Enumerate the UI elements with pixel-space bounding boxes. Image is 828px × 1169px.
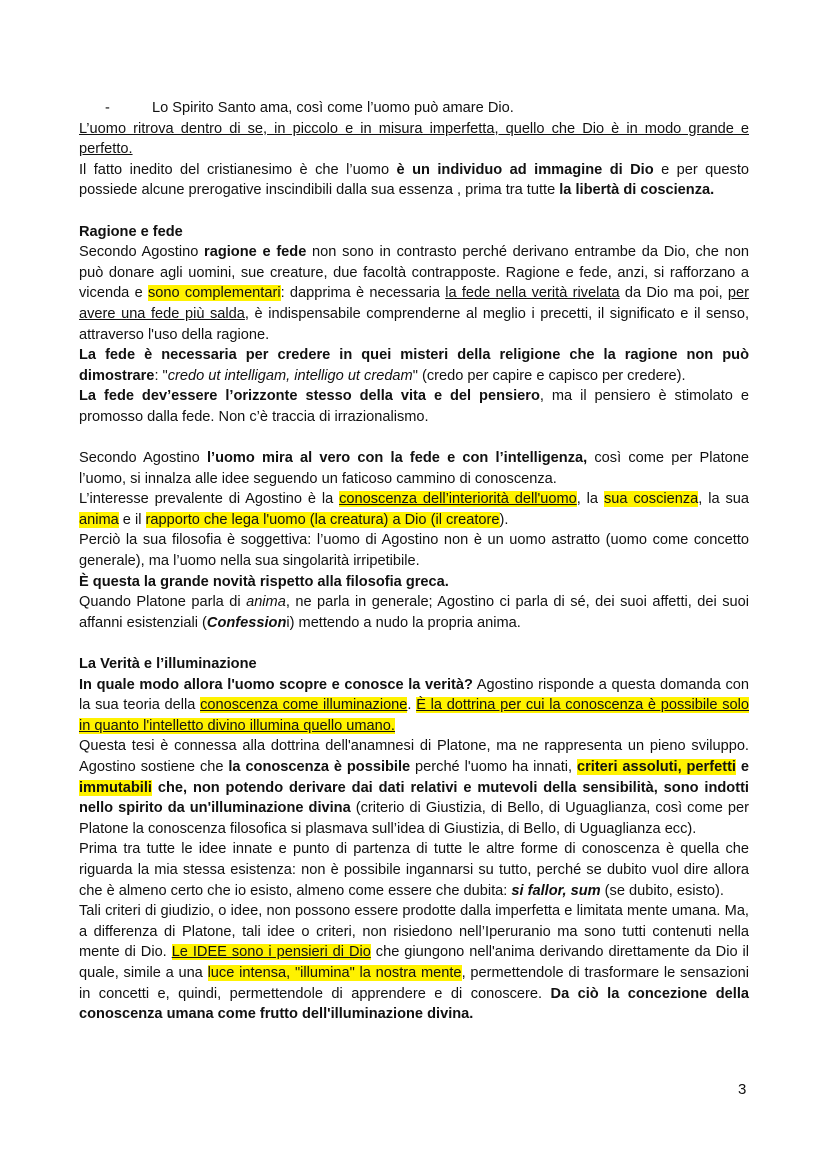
paragraph: La fede è necessaria per credere in quei misteri della religione che la ragione non può dimostrare: "credo ut intelligam, intelligo ut credam" (credo per capire e capisco per credere). xyxy=(79,347,749,384)
paragraph: Questa tesi è connessa alla dottrina dell'anamnesi di Platone, ma ne rappresenta un pieno sviluppo. Agostino sostiene che la conoscenza è possibile perché l'uomo ha innati, criteri assoluti, perfetti e immutabili che, non potendo derivare dai dati relativi e mutevoli della sensibilità, sono indotti nello spirito da un'illuminazione divina (criterio di Giustizia, di Bello, di Uguaglianza, così come per Platone la conoscenza filosofica si plasmava sull’idea di Giustizia, di Bello, di Uguaglianza ecc). xyxy=(79,738,749,837)
paragraph: Perciò la sua filosofia è soggettiva: l’uomo di Agostino non è un uomo astratto (uomo come concetto generale), ma l’uomo nella sua singolarità irripetibile. xyxy=(79,532,749,570)
paragraph: È questa la grande novità rispetto alla filosofia greca. xyxy=(79,573,449,590)
paragraph: Secondo Agostino l’uomo mira al vero con la fede e con l’intelligenza, così come per Platone l’uomo, si innalza alle idee seguendo un faticoso cammino di conoscenza. xyxy=(79,450,749,487)
bullet-dash: - xyxy=(105,100,110,116)
list-item-text: Lo Spirito Santo ama, così come l’uomo può amare Dio. xyxy=(152,100,514,116)
paragraph: Quando Platone parla di anima, ne parla in generale; Agostino ci parla di sé, dei suoi affetti, dei suoi affanni esistenziali (Confessioni) mettendo a nudo la propria anima. xyxy=(79,594,749,631)
paragraph: L’interesse prevalente di Agostino è la conoscenza dell’interiorità dell'uomo, la sua coscienza, la sua anima e il rapporto che lega l'uomo (la creatura) a Dio (il creatore). xyxy=(79,491,749,528)
section-heading: Ragione e fede xyxy=(79,223,183,240)
section-heading: La Verità e l’illuminazione xyxy=(79,656,257,673)
paragraph: Prima tra tutte le idee innate e punto di partenza di tutte le altre forme di conoscenza è quella che riguarda la mia stessa esistenza: non è possibile ingannarsi su tutto, perché se dubito vuol dire allora che è almeno certo che io esisto, almeno come essere che dubita: si fallor, sum (se dubito, esisto). xyxy=(79,841,749,899)
page-number: 3 xyxy=(738,1081,747,1098)
paragraph: La fede dev’essere l’orizzonte stesso della vita e del pensiero, ma il pensiero è stimolato e promosso dalla fede. Non c’è traccia di irrazionalismo. xyxy=(79,388,749,425)
paragraph: L’uomo ritrova dentro di se, in piccolo e in misura imperfetta, quello che Dio è in modo grande e perfetto. xyxy=(79,120,749,158)
document-body xyxy=(79,98,749,1025)
paragraph: Tali criteri di giudizio, o idee, non possono essere prodotte dalla imperfetta e limitata mente umana. Ma, a differenza di Platone, tali idee o criteri, non risiedono nell’Iperuranio ma sono tutti contenuti nella mente di Dio. Le IDEE sono i pensieri di Dio che giungono nell'anima derivando direttamente da Dio il quale, simile a una luce intensa, "illumina" la nostra mente, permettendole di trasformare le sensazioni in concetti e, quindi, permettendole di apprendere e di conoscere. Da ciò la concezione della conoscenza umana come frutto dell'illuminazione divina. xyxy=(79,903,749,1023)
list-item xyxy=(79,98,749,119)
paragraph: Secondo Agostino ragione e fede non sono in contrasto perché derivano entrambe da Dio, che non può donare agli uomini, sue creature, due facoltà contrapposte. Ragione e fede, anzi, si rafforzano a vicenda e sono complementari: dapprima è necessaria la fede nella verità rivelata da Dio ma poi, per avere una fede più salda, è indispensabile comprenderne al meglio i precetti, il significato e il senso, attraverso l'uso della ragione. xyxy=(79,244,749,343)
paragraph: Il fatto inedito del cristianesimo è che l’uomo è un individuo ad immagine di Dio e per questo possiede alcune prerogative inscindibili dalla sua essenza , prima tra tutte la libertà di coscienza. xyxy=(79,161,749,199)
paragraph: In quale modo allora l'uomo scopre e conosce la verità? Agostino risponde a questa domanda con la sua teoria della conoscenza come illuminazione. È la dottrina per cui la conoscenza è possibile solo in quanto l'intelletto divino illumina quello umano. xyxy=(79,676,749,734)
